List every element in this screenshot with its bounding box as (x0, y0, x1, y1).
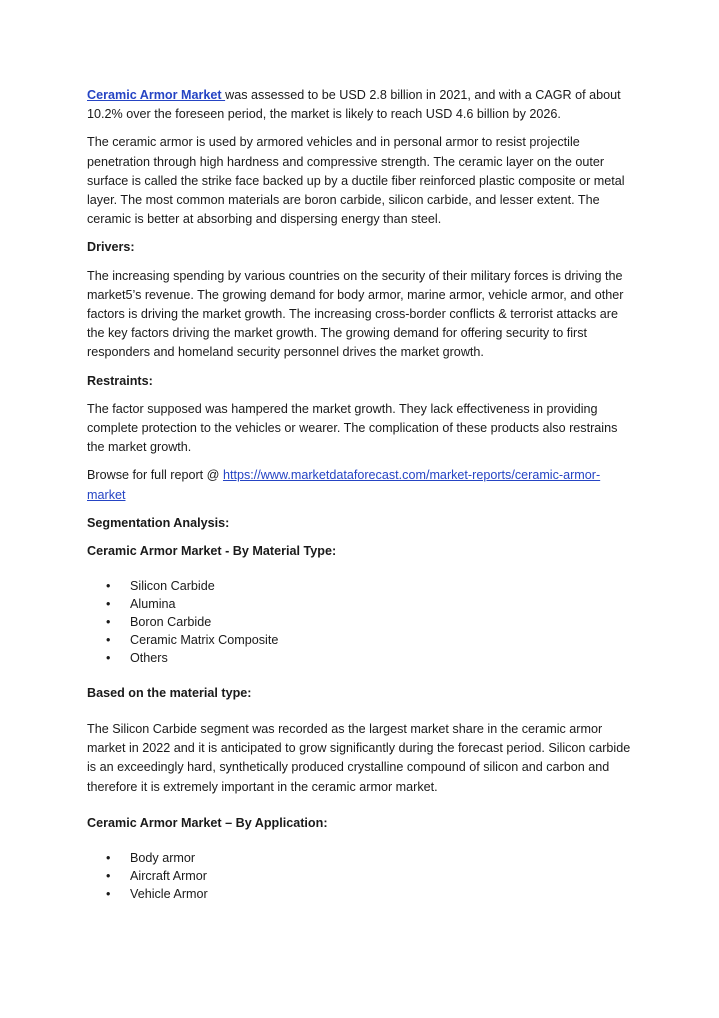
material-type-heading: Ceramic Armor Market - By Material Type: (87, 544, 337, 559)
list-item (87, 868, 633, 886)
list-item (87, 632, 633, 650)
intro-text: was assessed to be USD 2.8 billion in 2021, and with a CAGR of about 10.2% over the foreseen period, the market is likely to reach USD 4.6 billion by 2026. (87, 88, 621, 122)
list-item (87, 596, 633, 614)
list-item (87, 886, 633, 904)
material-type-list (87, 578, 633, 668)
list-item (87, 578, 633, 596)
restraints-heading: Restraints: (87, 373, 153, 388)
list-item-label: Alumina (130, 597, 176, 612)
material-analysis-paragraph: The Silicon Carbide segment was recorded as the largest market share in the ceramic armor market in 2022 and it is anticipated to grow significantly during the forecast period. Silicon carbide is an exceedingly hard, synthetically produced crystalline compound of silicon and carbon and therefore it is extremely important in the ceramic armor market. (87, 722, 631, 794)
bullet-icon: • (106, 851, 111, 866)
segmentation-heading: Segmentation Analysis: (87, 515, 230, 530)
bullet-icon: • (106, 650, 111, 665)
list-item-label: Vehicle Armor (130, 886, 208, 901)
list-item (87, 850, 633, 868)
browse-paragraph (87, 466, 633, 504)
bullet-icon: • (106, 886, 111, 901)
list-item-label: Others (130, 650, 168, 665)
intro-paragraph (87, 86, 633, 124)
list-item-label: Aircraft Armor (130, 868, 207, 883)
list-item-label: Body armor (130, 851, 196, 866)
bullet-icon: • (106, 632, 111, 647)
browse-prefix: Browse for full report @ (87, 468, 223, 483)
list-item (87, 614, 633, 632)
list-item (87, 650, 633, 668)
bullet-icon: • (106, 597, 111, 612)
bullet-icon: • (106, 615, 111, 630)
bullet-icon: • (106, 579, 111, 594)
drivers-paragraph: The increasing spending by various countries on the security of their military forces is driving the market5’s revenue. The growing demand for body armor, marine armor, vehicle armor, and other factors is driving the market growth. The increasing cross-border conflicts & terrorist attacks are the key factors driving the market growth. The growing demand for offering security to first responders and homeland security personnel drives the market growth. (87, 268, 624, 360)
ceramic-armor-market-link[interactable]: Ceramic Armor Market (87, 88, 226, 102)
application-heading: Ceramic Armor Market – By Application: (87, 815, 328, 830)
material-analysis-heading: Based on the material type: (87, 685, 252, 700)
drivers-heading: Drivers: (87, 240, 135, 255)
list-item-label: Boron Carbide (130, 615, 212, 630)
application-list (87, 850, 633, 904)
restraints-paragraph: The factor supposed was hampered the market growth. They lack effectiveness in providing complete protection to the vehicles or wearer. The complication of these products also restrains the market growth. (87, 401, 618, 455)
list-item-label: Silicon Carbide (130, 579, 215, 594)
list-item-label: Ceramic Matrix Composite (130, 632, 279, 647)
full-report-link[interactable]: https://www.marketdataforecast.com/market-reports/ceramic-armor-market (87, 468, 601, 502)
description-paragraph: The ceramic armor is used by armored vehicles and in personal armor to resist projectile penetration through high hardness and compressive strength. The ceramic layer on the outer surface is called the strike face backed up by a ductile fiber reinforced plastic composite or metal layer. The most common materials are boron carbide, silicon carbide, and lesser extent. The ceramic is better at absorbing and dispersing energy than steel. (87, 135, 625, 227)
bullet-icon: • (106, 868, 111, 883)
